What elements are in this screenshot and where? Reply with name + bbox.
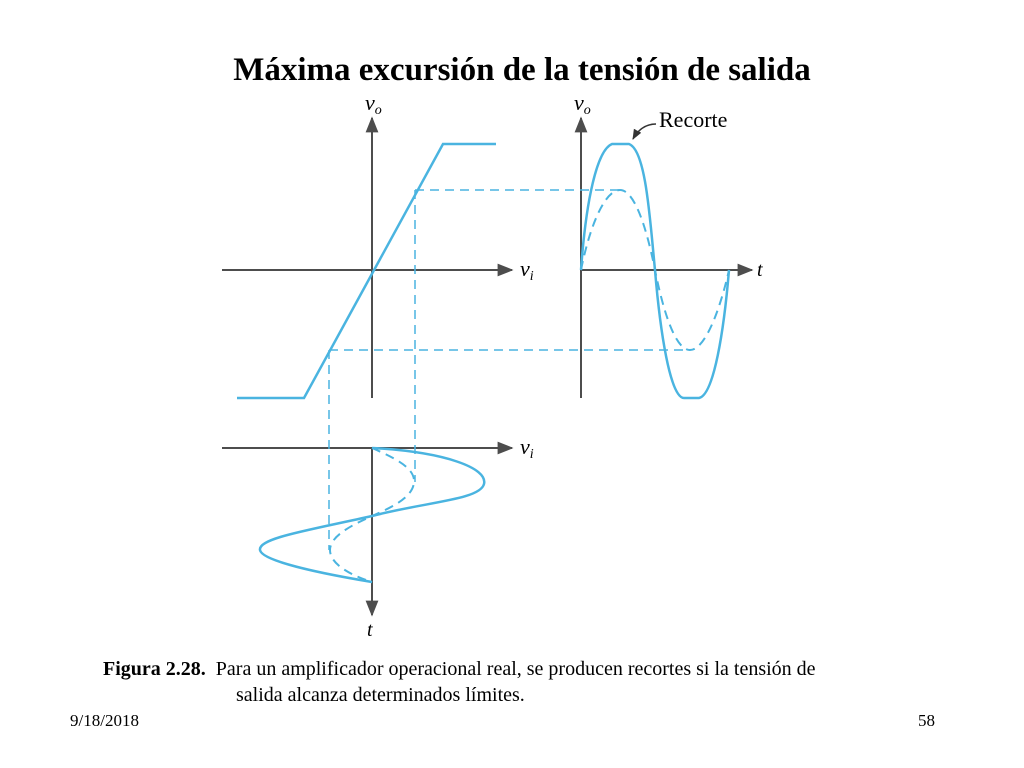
output-t-label: t: [757, 259, 763, 281]
slide-number: 58: [918, 711, 935, 730]
projection-lines: [329, 190, 690, 550]
slide-title: Máxima excursión de la tensión de salida: [233, 52, 811, 88]
footer-date: 9/18/2018: [70, 711, 139, 730]
input-t-label: t: [367, 619, 373, 641]
transfer-x-label: vi: [520, 256, 534, 284]
caption-line-1: Para un amplificador operacional real, se producen recortes si la tensión de: [215, 658, 816, 680]
figure-label: Figura 2.28.: [103, 658, 206, 680]
figure-caption: [103, 656, 983, 708]
recorte-label: Recorte: [659, 107, 728, 132]
caption-line-2: salida alcanza determinados límites.: [236, 684, 525, 706]
input-x-label: vi: [520, 434, 534, 462]
recorte-pointer: [633, 124, 656, 139]
transfer-y-label: vo: [365, 90, 382, 118]
output-y-label: vo: [574, 90, 591, 118]
